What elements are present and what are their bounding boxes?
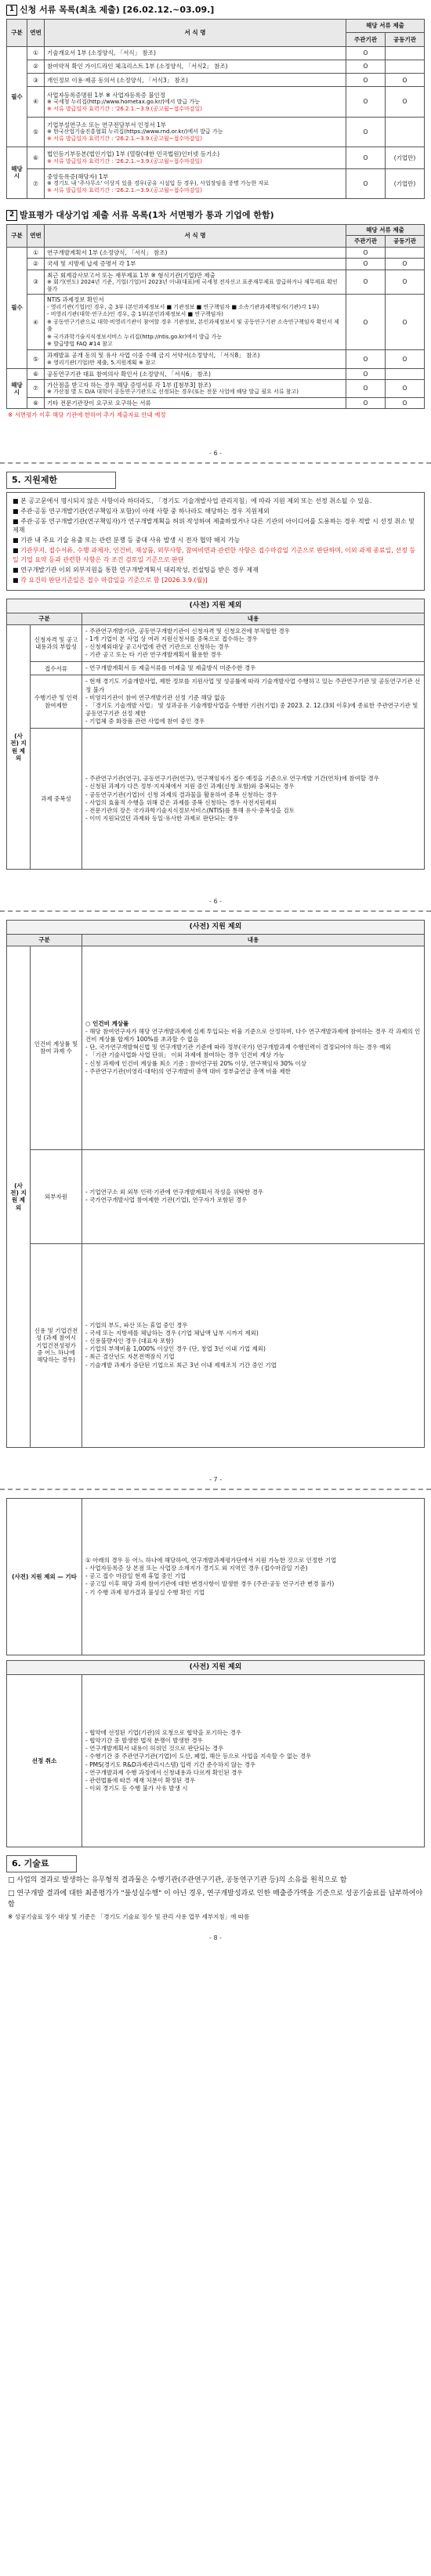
row-joint: O — [386, 295, 425, 350]
section-2-title-text: 발표평가 대상기업 제출 서류 목록(1차 서면평가 통과 기업에 한함) — [20, 210, 274, 221]
row-sub: ※ 국세청 누리집(http://www.hometax.go.kr/)에서 발급 가능 — [47, 98, 200, 105]
category-content: - 현재 경기도 기술개발사업, 제한 정보를 지원사업 및 성공률에 따라 기술개발사업 수행하고 있는 주관연구기관 및 공동연구기관 선정 불가 - 비영리기관이 참여 연구개발기관 선정 기준 해당 없음 - 「경기도 기술개발 사업」 및 성과공유 기술개발사업을 수행한 기관(기업) 중 2023. 2. 12.(3회 이후)에 종료한 주관연구기관 및 공동연구기관 선정 제한 - 기업체 중 화장품 관련 사업에 참여 중인 경우 — [82, 675, 425, 729]
row-host: O — [346, 117, 386, 147]
header-gubun: 구분 — [7, 613, 82, 624]
row-joint: O — [386, 270, 425, 295]
header-gubun: 구분 — [7, 935, 82, 946]
row-joint — [386, 247, 425, 258]
group-required: 필수 — [7, 247, 27, 368]
support-exclusion-table — [6, 613, 425, 870]
row-joint — [386, 117, 425, 147]
row-sub: ※ 가산점 별 도 D/A 대학이 공동연구기관으로 선정되는 경우(또는 전문 사업에 해당 발급 필요 서류 참고) — [47, 389, 299, 396]
category-label: 선정 취소 — [7, 1675, 82, 1847]
header-group: 구분 — [7, 20, 27, 47]
category-label: 인건비 계상률 및 참여 과제 수 — [31, 946, 82, 1149]
row-doc-cell — [45, 87, 346, 117]
category-label: 신청자격 및 공고내용과의 부합성 — [31, 624, 82, 662]
category-content: - 주관연구기관(연구), 공동연구기관(연구), 연구책임자가 접수 예정을 기준으로 연구개발 기간(연차)에 참여할 경우 - 신청된 과제가 다른 정부·지자체에서 지원 중인 과제(신청 포함)와 중복되는 경우 - 공동연구기관(기업)이 신청 과제의 결과물을 활용하여 중복 신청하는 경우 - 사업의 효율적 수행을 위해 같은 과제를 중복 신청하는 경우 사전지원제외 - 전문기관의 장은 국가과학기술지식정보서비스(NTIS)를 통해 유사·중복성을 검토 - 이미 지원되었던 과제와 동일·유사한 과제로 판단되는 경우 — [82, 729, 425, 870]
category-label: 신용 및 기업건전성 (과제 참여시 기업건전성평가 중 어느 하나에 해당하는 경우) — [31, 1243, 82, 1447]
page-number: - 8 - — [209, 1934, 222, 1941]
header-party: 해당 서류 제출 — [346, 225, 425, 236]
row-sub2: ※ 서류 발급일자 효력기간 : '26.2.1.~3.9.(공고월~접수마감일) — [47, 187, 203, 194]
row-joint: O — [386, 87, 425, 117]
restriction-bullet: ■ 주관·공동 연구개발기관(연구책임자 포함)이 아래 사항 중 하나라도 해당하는 경우 지원제외 — [13, 507, 270, 515]
presentation-docs-table — [6, 224, 425, 409]
row-no: ④ — [27, 295, 45, 350]
row-text: 국세 및 지방세 납세 증명서 각 1부 — [45, 259, 346, 270]
group-optional: 해당시 — [7, 147, 27, 198]
royalty-item: □ 연구개발 결과에 대한 최종평가가 "불성실수행" 이 아닌 경우, 연구개발성과로 인한 매출증가액을 기준으로 성공기술료를 납부하여야 함 — [8, 1890, 423, 1908]
header-doc: 서 식 명 — [45, 20, 346, 47]
row-text: 법인등기부등본(법인기업) 1부 (열람(대한 민국법원)인터넷 등기소) — [47, 150, 220, 158]
category-label: 접수서류 — [31, 662, 82, 675]
document-page — [0, 2, 431, 2576]
row-no: ③ — [27, 74, 45, 87]
row-no: ⑤ — [27, 350, 45, 368]
row-text: 최근 회계감사보고서 또는 재무제표 1부 ※ 형식기관(기업)만 제출 — [47, 271, 216, 279]
row-text: 중앙등록증(해당자) 1부 — [47, 172, 109, 180]
row-joint — [386, 368, 425, 379]
header-content: 내용 — [82, 613, 425, 624]
row-host: O — [346, 295, 386, 350]
row-no: ③ — [27, 270, 45, 295]
category-content: ① 아래의 경우 등 어느 하나에 해당하여, 연구개발과제평가단에서 지원 가능한 것으로 인정한 기업 - 사업자등록증 상 본점 또는 사업장 소재지가 경기도 외 지역인 경우 (접수마감일 기준) - 공고 접수 마감일 현재 휴업 중인 기업 - 공고일 이후 해당 과제 참여기관에 대한 변경사항이 발생한 경우 (주관·공동 연구기관 변경 불가) - 기 수행 과제 평가결과 불성실 수행 확인 기업 — [82, 1498, 425, 1655]
category-content: ○ 인건비 계상률 - 해당 참여연구자가 해당 연구개발과제에 실제 투입되는 비율 기준으로 산정하며, 다수 연구개발과제에 참여하는 경우 각 과제의 인건비 계상률 합계가 100%를 초과할 수 없음 - 단, 국가연구개발혁신법 및 연구개발기관 기준에 따라 정부(국가) 연구개발과제 수행인력이 결정되어야 하는 경우 예외 - 「기관 기술사업화 사업 단위」 이외 과제에 참여하는 경우 인건비 계상 가능 - 신청 과제에 인건비 계상률 최소 기준 : 참여연구원 20% 이상, 연구책임자 30% 이상 - 주관연구기관(비영리·대학)의 연구개발비 총액 대비 정부출연금 총액 비율 제한 — [82, 946, 425, 1149]
restriction-notice-box — [6, 492, 425, 592]
restriction-bullet: ■ 연구개발기관 이외 외부지원을 통한 연구개발계획서 대리작성, 컨설팅을 받은 경우 제재 — [13, 566, 259, 573]
row-doc-cell — [45, 117, 346, 147]
row-sub2: ※ 서류 발급일자 효력기간 : '26.2.1.~3.9.(공고월~접수마감일) — [47, 105, 203, 112]
category-label: 과제 중복성 — [31, 729, 82, 870]
row-sub: ※ 영리기관(기업)만 제출, 5.지원계획 ※ 참고 — [47, 359, 156, 366]
royalty-item: □ 사업의 결과로 발생하는 유무형적 결과물은 수행기관(주관연구기관, 공동연구기관 등)의 소유를 원칙으로 함 — [8, 1876, 347, 1884]
row-text: 기업부설연구소 또는 연구전담부서 인정서 1부 — [47, 121, 166, 128]
group-label: (사전) 지원 제외 — [7, 946, 31, 1447]
page-number: - 6 - — [209, 449, 222, 457]
group-required: 필수 — [7, 46, 27, 147]
row-sub: ※ 한국산업기술진흥협회 누리집(https://www.rnd.or.kr/)에서 발급 가능 — [47, 128, 223, 136]
row-no: ⑥ — [27, 368, 45, 379]
row-sub: ※ 회기(연도) 2024년 기준, 기업(기업)이 2023년 이내(대표)에 국세청 전자신고 표준재무제표 발급하거나 재무제표 확인 불가 — [47, 278, 338, 292]
row-text: 연구개발계획서 1부 (소정양식, 「서식」 참조) — [45, 247, 346, 258]
page-number: - 6 - — [209, 898, 222, 906]
header-host: 주관기관 — [346, 236, 386, 247]
category-content: - 기업의 부도, 파산 또는 휴업 중인 경우 - 국세 또는 지방세를 체납하는 경우 (기업 체납액 납부 시까지 제외) - 신용불량자인 경우 (대표자 포함) - 기업의 부채비율 1,000% 이상인 경우 (단, 창업 3년 이내 기업 제외) - 최근 결산년도 자본전액잠식 기업 - 기술개발 과제가 중단된 기업으로 최근 3년 이내 제재조치 기간 중인 기업 — [82, 1243, 425, 1447]
row-joint — [386, 46, 425, 60]
row-host: O — [346, 270, 386, 295]
row-no: ⑦ — [27, 379, 45, 397]
category-label: (사전) 지원 제외 — 기타 — [7, 1498, 82, 1655]
row-host: O — [346, 168, 386, 198]
row-sub2: ※ 서류 발급일자 효력기간 : '26.2.1.~3.9.(공고월~접수마감일) — [47, 135, 203, 142]
category-label: 수행기관 및 인력 참여제한 — [31, 675, 82, 729]
category-content: - 연구개발계획서 등 제출서류를 미제출 및 제출방식 미준수한 경우 — [82, 662, 425, 675]
row-text: 개인정보 이용·제공 동의서 (소정양식, 「서식3」 참조) — [45, 74, 346, 87]
row-text: 가산점을 받고자 하는 경우 해당 증빙서류 각 1부 ([첨부3] 참조) — [47, 381, 212, 389]
row-host: O — [346, 398, 386, 409]
row-host: O — [346, 368, 386, 379]
row-no: ⑤ — [27, 117, 45, 147]
row-sub2: ※ 서류 발급일자 효력기간 : '26.2.1.~3.9.(공고월~접수마감일) — [47, 157, 203, 165]
row-sub: ※ 경기도 내 '주사무소' 이상지 있을 경우(공유 시설입 등 경우), 사업장임을 증명 가능한 자료 — [47, 180, 269, 187]
row-text: 기술개요서 1부 (소정양식, 「서식」 참조) — [45, 46, 346, 60]
header-group: 구분 — [7, 225, 27, 248]
row-doc-cell — [45, 270, 346, 295]
header-host: 주관기관 — [346, 33, 386, 46]
row-joint: (기업만) — [386, 147, 425, 168]
section-number-1: 1 — [6, 5, 17, 16]
cancel-title: (사전) 지원 제외 — [6, 1660, 425, 1674]
row-no: ② — [27, 60, 45, 73]
row-text: 기타 전문기관장이 요구로 요구하는 서류 — [45, 398, 346, 409]
category-label: 외부자원 — [31, 1149, 82, 1243]
row-no: ② — [27, 259, 45, 270]
row-no: ① — [27, 46, 45, 60]
row-no: ⑦ — [27, 168, 45, 198]
header-joint: 공동기관 — [386, 236, 425, 247]
row-joint — [386, 60, 425, 73]
required-docs-table — [6, 19, 425, 199]
restriction-bullet: ■ 주관·공동 연구개발기관(연구책임자)가 연구개발계획을 허위 작성하여 제출하였거나 다른 기관의 아이디어를 도용하는 경우 적발 시 선정 취소 및 제재 — [13, 517, 415, 534]
row-joint: O — [386, 398, 425, 409]
row-host: O — [346, 46, 386, 60]
row-no: ④ — [27, 87, 45, 117]
row-joint: O — [386, 74, 425, 87]
cancel-table — [6, 1674, 425, 1847]
section-1-title — [6, 2, 425, 19]
row-no: ① — [27, 247, 45, 258]
restriction-bullet: ■ 기관 내 주요 기술 유출 또는 관련 분쟁 등 중대 사유 발생 시 전자 협약 해지 가능 — [13, 537, 241, 545]
row-host: O — [346, 259, 386, 270]
category-content: - 주관연구개발기관, 공동연구개발기관이 신청자격 및 신청요건에 부적합한 경우 - 1개 기업이 본 사업 상 여러 지원신청서를 중복으로 접수하는 경우 - 신청제외대상 공고사업에 관련 기관으로 신청하는 경우 - 기관 공고 또는 타 기관 연구개발계획서 활용한 경우 — [82, 624, 425, 662]
support-exclusion-table-2 — [6, 934, 425, 1447]
row-doc-cell — [45, 147, 346, 168]
row-host: O — [346, 379, 386, 397]
row-no: ⑧ — [27, 398, 45, 409]
row-host: O — [346, 74, 386, 87]
section-5-title: 5. 지원제한 — [6, 472, 116, 489]
row-host: O — [346, 147, 386, 168]
header-doc: 서 식 명 — [45, 225, 346, 248]
restriction-bullet: ■ 기관부지, 접수서류, 수행 과제자, 인건비, 재상품, 외부사항, 참여비면과 관련한 사항은 접수마감일 기준으로 판단하며, 이외 과제 종료일, 선정 등 일 기업 요약 등과 관련한 사항은 각 조건 검토일 기준으로 판단 — [13, 547, 416, 563]
row-doc-cell — [45, 379, 346, 397]
category-content: - 협약에 선정된 기업(기관)의 요청으로 협약을 포기하는 경우 - 협약기간 중 발생한 법적 분쟁이 발생한 경우 - 연구개발계획서 내용이 허위인 것으로 판단되는 경우 - 수행기간 중 주관연구기관(기업)이 도산, 폐업, 해산 등으로 사업을 지속할 수 없는 경우 - PMS(경기도 R&D과제관리시스템) 입력 기간 준수하지 않는 경우 - 연구개발과제 수행 과정에서 신청내용과 다르게 확인된 경우 - 관련법률에 따른 제재 처분이 확정된 경우 - 이외 경기도 등 수행 불가 사유 발생 시 — [82, 1675, 425, 1847]
section-2-footnote: ※ 서면평가 이후 해당 기관에 한하여 추가 제출자료 안내 예정 — [8, 411, 166, 419]
row-text: 사업자등록증명원 1부 ※ 사업자등록증 불인정 — [47, 91, 166, 99]
group-label: (사전) 지원 제외 — [7, 624, 31, 869]
group-optional: 해당시 — [7, 368, 27, 409]
category-content: - 기업연구소 외 외부 인력·기관에 연구개발계획서 작성을 위탁한 경우 - 국가연구개발사업 참여제한 기관(기업), 연구자가 포함된 경우 — [82, 1149, 425, 1243]
royalty-note: ※ 성공기술료 징수 대상 및 기준은 「경기도 기술료 징수 및 관리 사용 업무 세부지침」에 따름 — [8, 1913, 250, 1921]
row-text: NTIS 과제정보 확인서 — [47, 296, 104, 304]
page-divider — [0, 462, 431, 467]
row-doc-cell — [45, 168, 346, 198]
section-number-2: 2 — [6, 210, 17, 221]
row-text: 참여약적 확인 가이드라인 체크리스트 1부 (소정양식, 「서식2」 참조) — [45, 60, 346, 73]
row-joint: (기업만) — [386, 168, 425, 198]
row-text: 과제발표 공개 동의 및 유사 사업 이중 수혜 금지 서약서(소정양식, 「서식8」 참조) — [47, 352, 260, 360]
header-joint: 공동기관 — [386, 33, 425, 46]
header-content: 내용 — [82, 935, 425, 946]
row-text: 공동연구기관 대표 참여의사 확인서 (소정양식, 「서식6」 참조) — [45, 368, 346, 379]
support-exclusion-title-2: (사전) 지원 제외 — [6, 920, 425, 934]
row-joint: O — [386, 350, 425, 368]
row-joint: O — [386, 259, 425, 270]
row-doc-cell — [45, 295, 346, 350]
section-2-title — [6, 207, 425, 224]
header-no: 연번 — [27, 20, 45, 47]
restriction-bullet: ■ 본 공고문에서 명시되지 않은 사항이라 하더라도, 「경기도 기술개발사업 관리지침」에 따라 지원 제외 또는 선정 취소될 수 있음. — [13, 497, 372, 505]
row-sub: - 영리기관(기업)인 경우, 총 3부 (본인과제정보서 ■ 기관정보 ■ 연구책임자 ■ 소속기관과제책임자(기관)각 1부) - 비영리기관(대학·연구소)인 경우, 총 1부(본인과제정보서 ■ 연구책임자) ※ 공동연구기관으로 대학·비영리기관이 참여할 경우 기관정보, 본인과제정보서 및 공동연구기관 소속연구책임자 확인서 제출 ※ 국가과학기술지식정보서비스 누리집(http://ntis.go.kr)에서 발급 가능 ※ 발급방법 FAQ #14 참고 — [47, 303, 339, 347]
section-6-title: 6. 기술료 — [6, 1855, 77, 1872]
support-exclusion-title: (사전) 지원 제외 — [6, 599, 425, 613]
page-number: - 7 - — [209, 1475, 222, 1483]
page-divider — [0, 910, 431, 915]
row-host: O — [346, 87, 386, 117]
row-host: O — [346, 247, 386, 258]
support-exclusion-table-3 — [6, 1498, 425, 1655]
row-doc-cell — [45, 350, 346, 368]
header-party: 해당 서류 제출 — [346, 20, 425, 33]
header-no: 연번 — [27, 225, 45, 248]
row-host: O — [346, 350, 386, 368]
row-no: ⑥ — [27, 147, 45, 168]
page-divider — [0, 1489, 431, 1493]
row-joint: O — [386, 379, 425, 397]
section-1-title-text: 신청 서류 목록(최초 제출) [26.02.12.~03.09.] — [20, 5, 215, 16]
restriction-bullet: ■ 각 요건의 판단기준일은 접수 마감일을 기준으로 함 [2026.3.9.(월)] — [13, 577, 208, 584]
row-host: O — [346, 60, 386, 73]
